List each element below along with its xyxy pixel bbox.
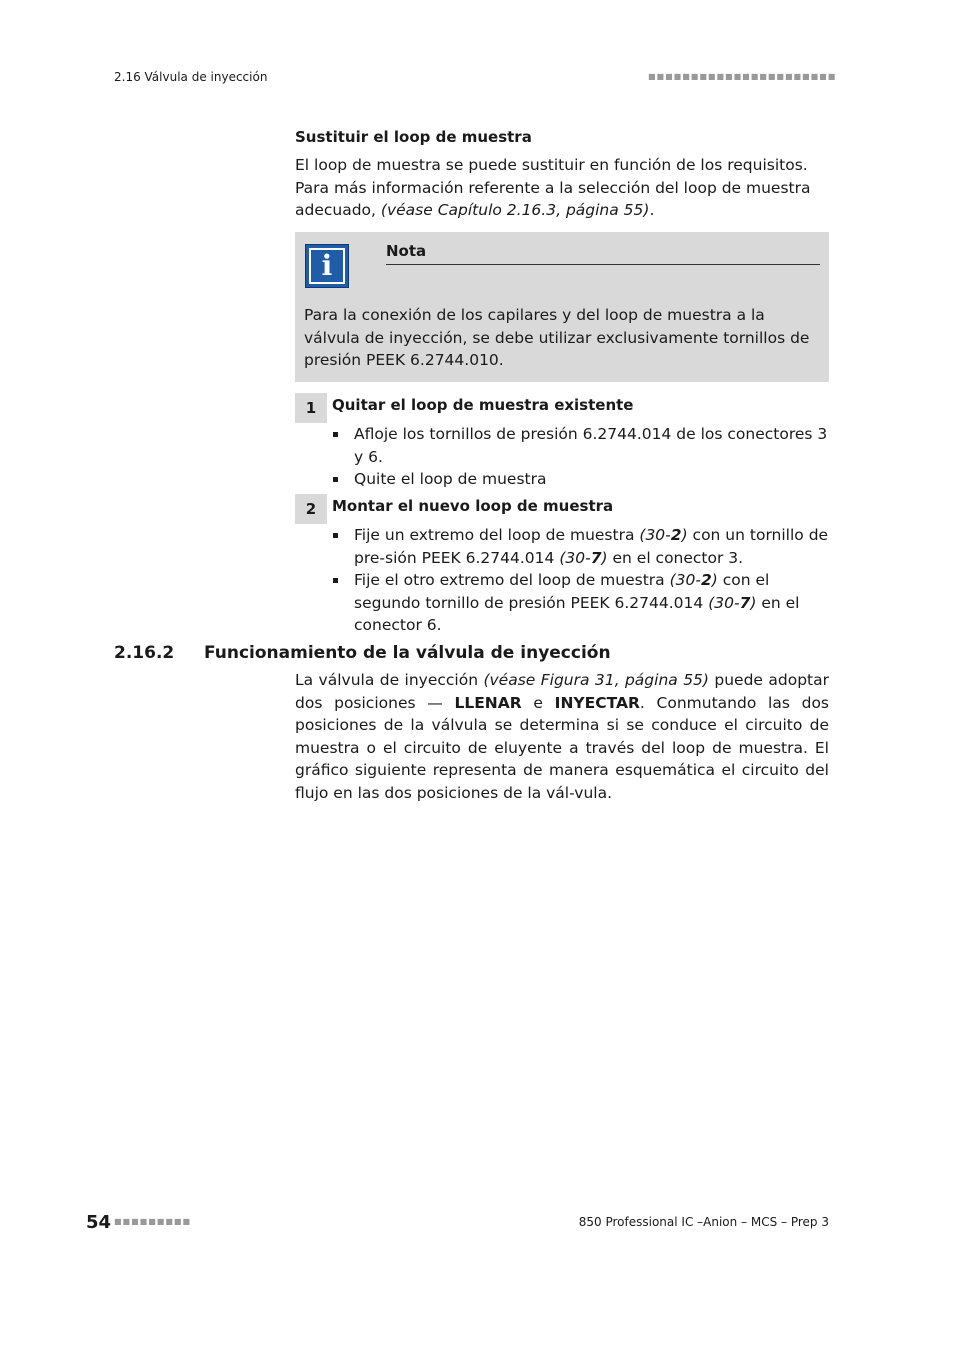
header-decoration: ■■■■■■■■■■■■■■■■■■■■■■ <box>648 72 837 81</box>
figure-ref[interactable]: (30-2) <box>639 526 688 544</box>
bullet-text: en el conector 3. <box>607 548 744 567</box>
cross-reference-link[interactable]: (véase Capítulo 2.16.3, página 55) <box>380 201 650 219</box>
step-title-2: Montar el nuevo loop de muestra <box>332 497 614 515</box>
page-number: 54 <box>86 1212 112 1233</box>
paragraph-text: puede adoptar dos posiciones — <box>295 671 829 712</box>
step-1-list <box>330 423 830 491</box>
position-inyectar: INYECTAR <box>554 693 640 712</box>
bullet-text: con un tornillo de pre-sión PEEK 6.2744.014 <box>354 526 829 567</box>
subsection-heading: Sustituir el loop de muestra <box>295 128 532 146</box>
footer-decoration: ■■■■■■■■■ <box>114 1217 192 1226</box>
bullet-text: Fije el otro extremo del loop de muestra <box>354 571 670 589</box>
running-header: 2.16 Válvula de inyección <box>114 70 268 84</box>
bullet-text: en el conector 6. <box>354 593 800 634</box>
step-number-1: 1 <box>295 393 327 423</box>
list-item: Afloje los tornillos de presión 6.2744.014 de los conectores 3 y 6. <box>330 423 830 468</box>
bullet-text: Fije un extremo del loop de muestra <box>354 526 640 544</box>
figure-ref[interactable]: (30-7) <box>708 593 757 612</box>
paragraph-text: El loop de muestra se puede sustituir en función de los requisitos. Para más información referente a la selección del loop de muestra adecuado, <box>295 156 811 219</box>
paragraph-sustituir <box>295 154 829 222</box>
paragraph-funcionamiento <box>295 669 829 804</box>
list-item: Quite el loop de muestra <box>330 468 830 491</box>
bullet-text: con el segundo tornillo de presión PEEK 6.2744.014 <box>354 571 770 612</box>
cross-reference-link[interactable]: (véase Figura 31, página 55) <box>483 671 709 689</box>
note-title: Nota <box>386 242 427 260</box>
step-number-2: 2 <box>295 494 327 524</box>
note-divider <box>386 264 820 265</box>
paragraph-text: . Conmutando las dos posiciones de la válvula se determina si se conduce el circuito de muestra o el circuito de eluyente a través del loop de muestra. El gráfico siguiente representa de manera esquemática el circuito del flujo en las dos posiciones de la vál-vula. <box>295 693 829 802</box>
paragraph-text-end: . <box>649 201 655 219</box>
info-icon <box>305 244 349 288</box>
info-icon-glyph: i <box>309 248 345 284</box>
step-2-list <box>330 524 830 637</box>
paragraph-text: e <box>521 693 555 712</box>
list-item <box>330 524 830 569</box>
section-title: Funcionamiento de la válvula de inyección <box>204 643 611 663</box>
section-number: 2.16.2 <box>114 643 175 663</box>
figure-ref[interactable]: (30-7) <box>559 548 608 567</box>
figure-ref[interactable]: (30-2) <box>669 571 718 589</box>
note-text: Para la conexión de los capilares y del loop de muestra a la válvula de inyección, se debe utilizar exclusivamente tornillos de presión PEEK 6.2744.010. <box>304 306 810 369</box>
position-llenar: LLENAR <box>454 693 522 712</box>
list-item <box>330 569 830 637</box>
note-box <box>295 232 829 382</box>
paragraph-text: La válvula de inyección <box>295 671 484 689</box>
document-title: 850 Professional IC –Anion – MCS – Prep 3 <box>578 1215 829 1229</box>
step-title-1: Quitar el loop de muestra existente <box>332 396 634 414</box>
